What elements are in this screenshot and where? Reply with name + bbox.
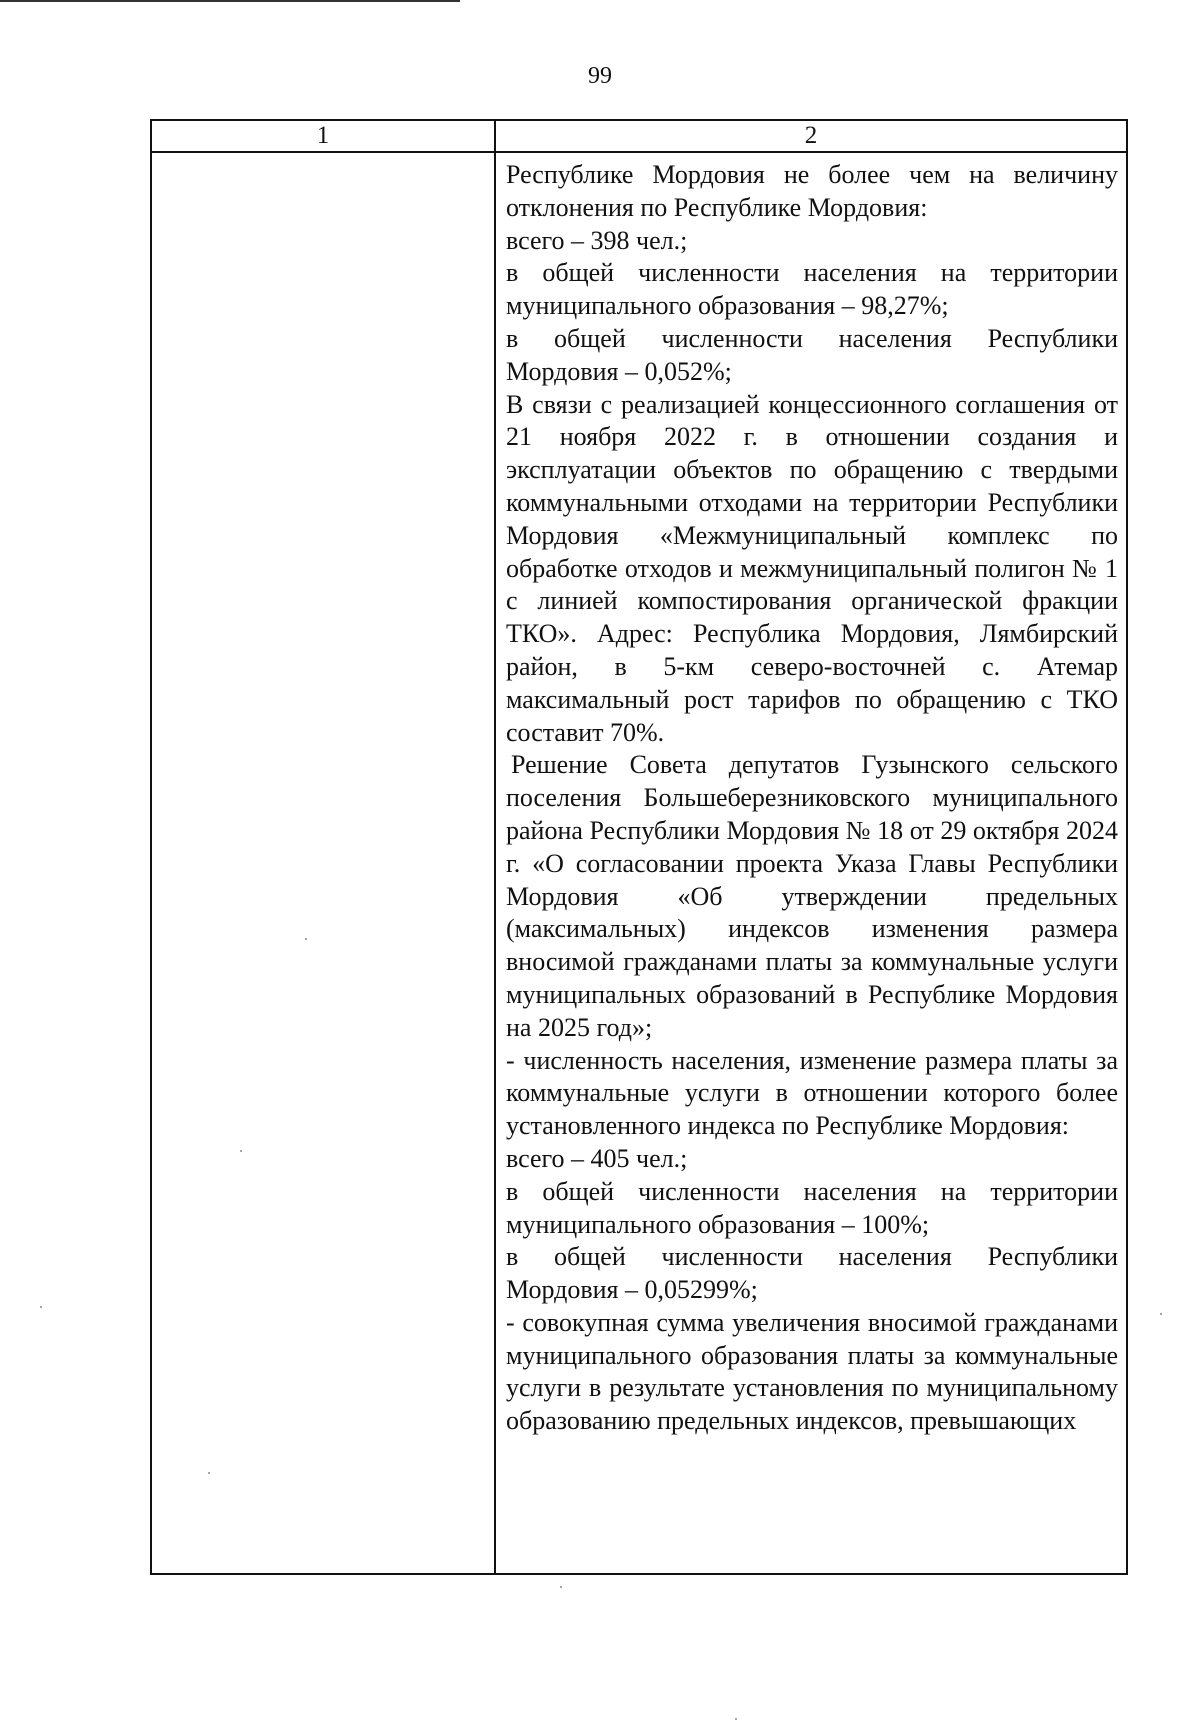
paragraph-concession: В связи с реализацией концессионного соглашения от 21 ноября 2022 г. в отношении создания и эксплуатации объектов по обращению с твердыми коммунальными отходами на территории Республики Мордовия «Межмуниципальный комплекс по обработке отходов и межмуниципальный полигон № 1 с линией компостирования органической фракции ТКО». Адрес: Республика Мордовия, Лямбирский район, в 5-км северо-восточней с. Атемар максимальный рост тарифов по обращению с ТКО составит 70%. — [506, 389, 1118, 747]
scan-speck — [560, 1586, 562, 1588]
paragraph-total-398: всего – 398 чел.; — [506, 225, 688, 255]
paragraph-share-municipality-2: в общей численности населения на территории муниципального образования – 100%; — [506, 1176, 1118, 1239]
table-header-row — [151, 120, 1127, 152]
paragraph-population-over-index: - численность населения, изменение размера платы за коммунальные услуги в отношении которого более установленного индекса по Республике Мордовия: — [506, 1045, 1118, 1141]
column-1-cell — [151, 152, 495, 1574]
column-2-cell — [495, 152, 1127, 1574]
column-header-2: 2 — [495, 120, 1127, 152]
paragraph-total-increase: - совокупная сумма увеличения вносимой гражданами муниципального образования платы за коммунальные услуги в результате установления по муниципальному образованию предельных индексов, превышающих — [506, 1307, 1118, 1436]
scan-border-line — [0, 0, 460, 2]
scan-speck — [1160, 1313, 1162, 1315]
cell-text-block — [496, 153, 1126, 1438]
scan-speck — [40, 1306, 42, 1308]
paragraph-council-decision: Решение Совета депутатов Гузынского сельского поселения Большеберезниковского муниципального района Республики Мордовия № 18 от 29 октября 2024 г. «О согласовании проекта Указа Главы Республики Мордовия «Об утверждении предельных (максимальных) индексов изменения размера вносимой гражданами платы за коммунальные услуги муниципальных образований в Республике Мордовия на 2025 год»; — [506, 750, 1118, 1042]
scan-speck — [240, 1150, 242, 1152]
paragraph-share-republic-1: в общей численности населения Республики Мордовия – 0,052%; — [506, 323, 1118, 386]
document-table — [150, 119, 1128, 1575]
page-number: 99 — [588, 63, 612, 89]
scan-speck — [208, 1472, 210, 1474]
scan-speck — [305, 938, 307, 940]
paragraph-share-republic-2: в общей численности населения Республики Мордовия – 0,05299%; — [506, 1242, 1118, 1305]
table-row — [151, 152, 1127, 1574]
paragraph-share-municipality-1: в общей численности населения на территории муниципального образования – 98,27%; — [506, 258, 1118, 321]
paragraph-continuation: Республике Мордовия не более чем на величину отклонения по Республике Мордовия: — [506, 160, 1118, 222]
column-header-1: 1 — [151, 120, 495, 152]
scan-speck — [735, 1718, 737, 1720]
paragraph-total-405: всего – 405 чел.; — [506, 1143, 688, 1173]
